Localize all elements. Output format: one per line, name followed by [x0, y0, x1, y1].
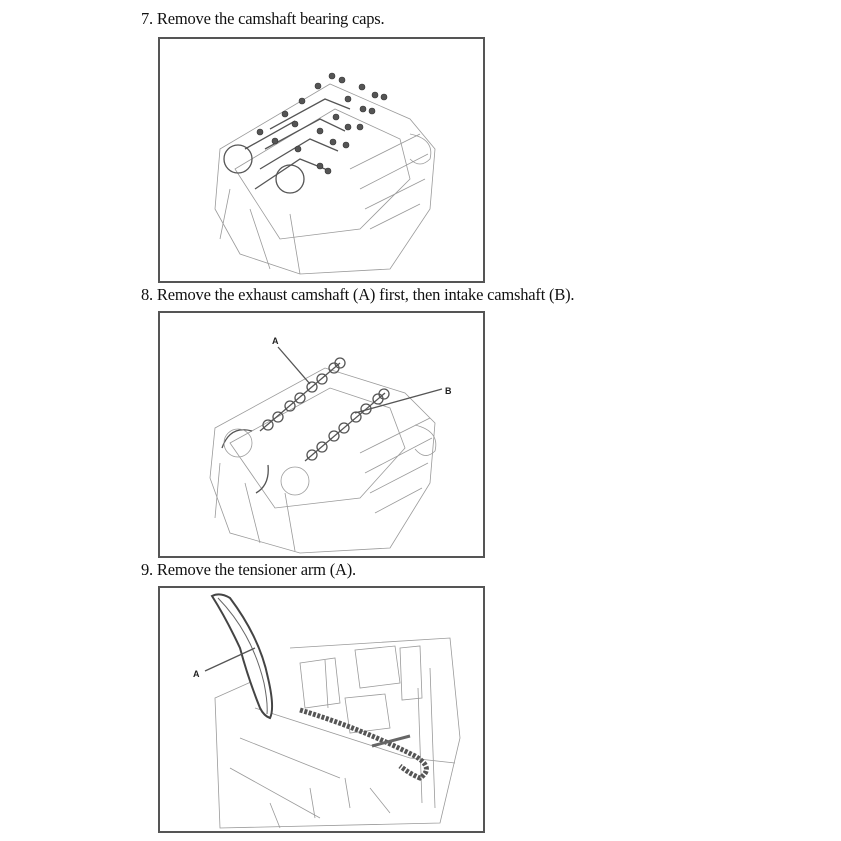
- step-text: Remove the exhaust camshaft (A) first, then intake camshaft (B).: [156, 285, 575, 304]
- callout-a: A: [193, 669, 200, 679]
- step-number: 8.: [141, 285, 153, 304]
- camshaft-bearing-caps-illustration: [158, 37, 485, 283]
- callout-b: B: [445, 386, 452, 396]
- tensioner-arm-illustration: [158, 586, 485, 833]
- step-number: 7.: [141, 9, 153, 28]
- step-8-instruction: [141, 285, 574, 305]
- step-7-instruction: [141, 9, 384, 29]
- step-9-instruction: [141, 560, 356, 580]
- camshafts-illustration: [158, 311, 485, 558]
- callout-a: A: [272, 336, 279, 346]
- step-text: Remove the camshaft bearing caps.: [156, 9, 385, 28]
- engine-line-drawing: [160, 313, 483, 556]
- step-text: Remove the tensioner arm (A).: [156, 560, 356, 579]
- step-number: 9.: [141, 560, 153, 579]
- engine-line-drawing: [160, 588, 483, 831]
- engine-line-drawing: [160, 39, 483, 281]
